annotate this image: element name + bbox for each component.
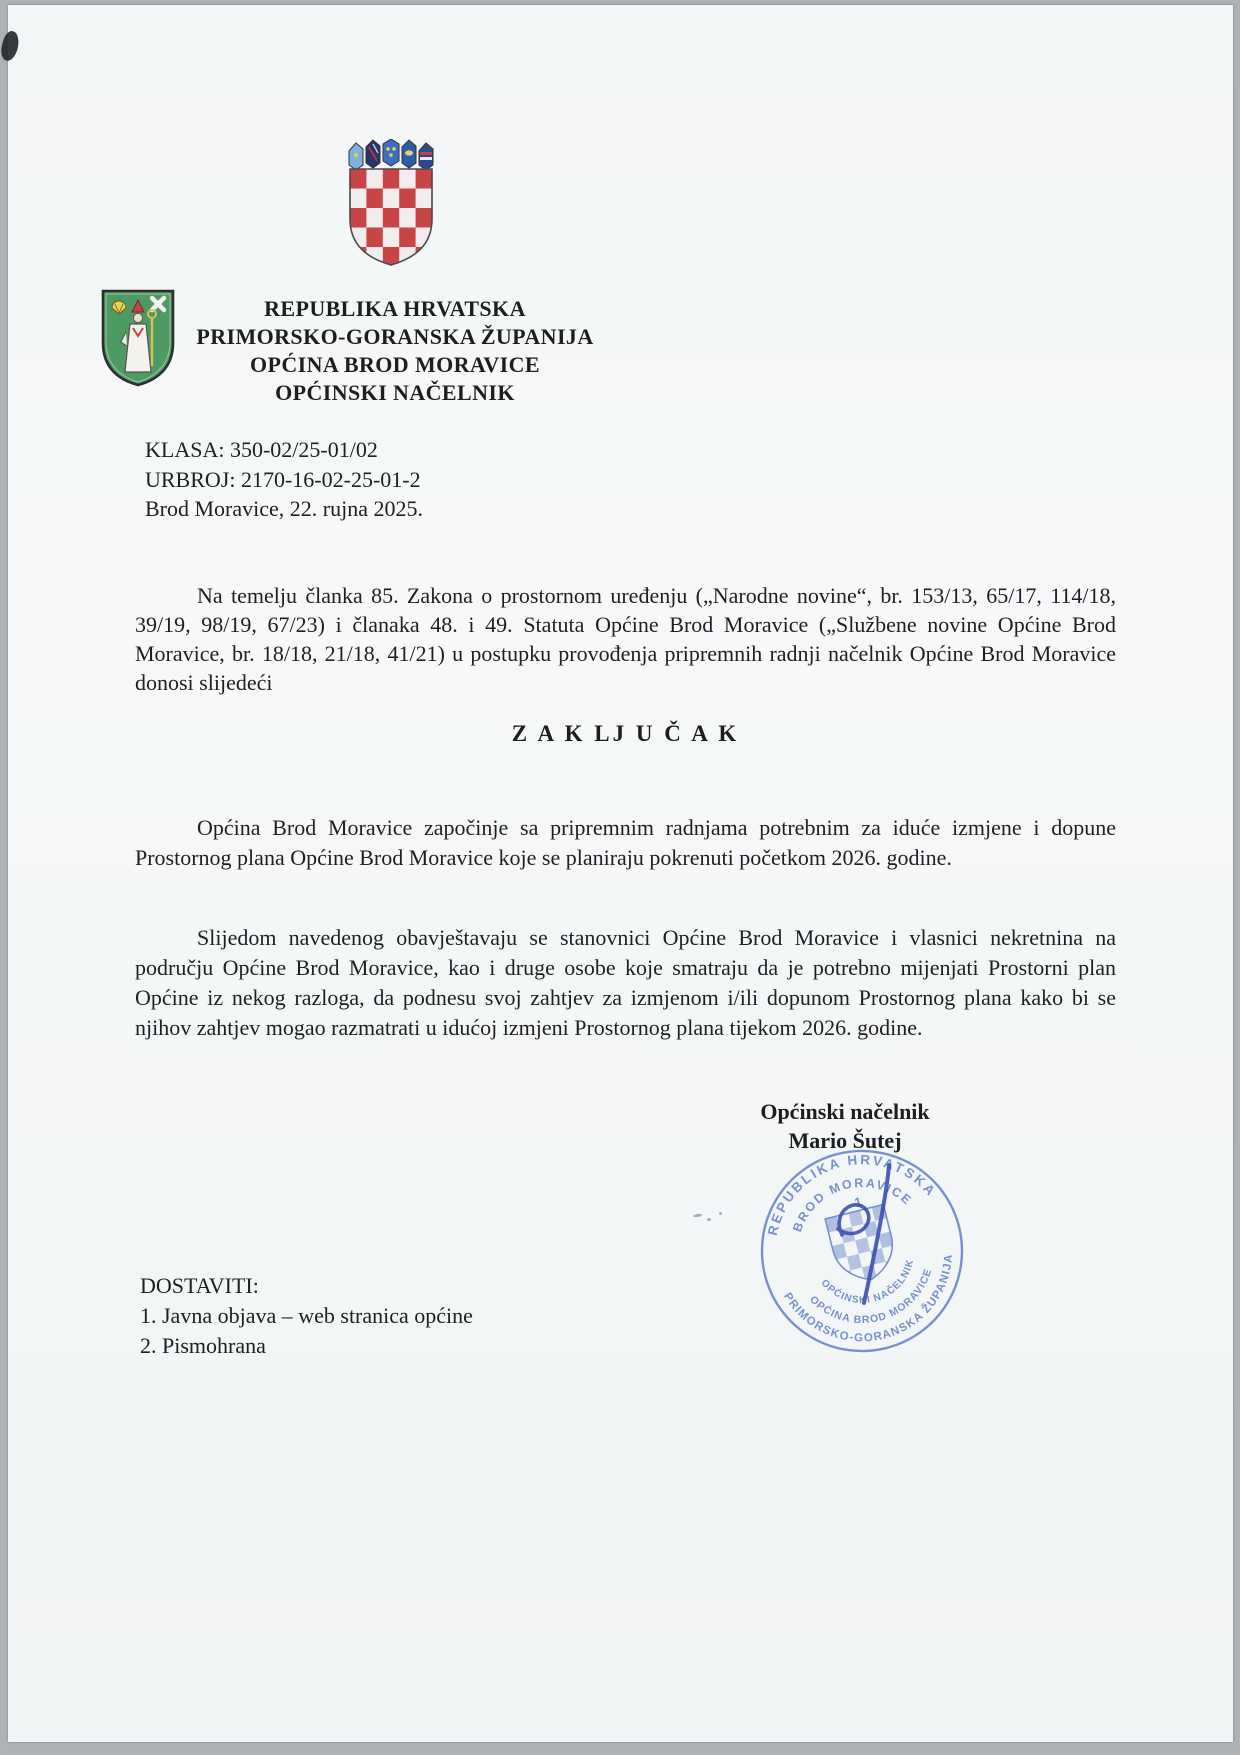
scan-artifact-specks [693, 1208, 729, 1224]
coat-crown [349, 139, 433, 170]
document-title: Z A K LJ U Č A K [511, 721, 740, 746]
letterhead-country: REPUBLIKA HRVATSKA [264, 296, 526, 321]
stamp-body [755, 1144, 969, 1358]
distribution-item: 2. Pismohrana [140, 1333, 266, 1358]
body-paragraph-2: Slijedom navedenog obavještavaju se stanovnici Općine Brod Moravice i vlasnici nekretnina na području Općine Brod Moravice, kao i druge osobe koje smatraju da je potrebno mijenjati Prostorni plan Općine iz nekog razloga, da podnesu svoj zahtjev za izmjenom i/ili dopunom Prostornog plana kako bi se njihov zahtjev mogao razmatrati u idućoj izmjeni Prostornog plana tijekom 2026. godine. [135, 925, 1116, 1040]
stamp-center-shield [825, 1204, 900, 1286]
place-date-line: Brod Moravice, 22. rujna 2025. [145, 496, 423, 521]
distribution-item: 1. Javna objava – web stranica općine [140, 1303, 473, 1328]
coat-checkerboard-shield [350, 169, 432, 267]
stamp-arc-bottom-middle-text: OPĆINA BROD MORAVICE [807, 1266, 935, 1327]
stamp-number: 1 [852, 1193, 864, 1211]
letterhead [175, 295, 615, 407]
stamp-arc-top-text: BROD MORAVICE [790, 1175, 916, 1234]
svg-text:REPUBLIKA HRVATSKA [755, 1144, 941, 1240]
letterhead-county: PRIMORSKO-GORANSKA ŽUPANIJA [196, 324, 594, 349]
distribution-heading: DOSTAVITI: [140, 1273, 259, 1298]
stamp-arc-bottom-inner-text: OPĆINSKI NAČELNIK [818, 1257, 917, 1307]
letterhead-office: OPĆINSKI NAČELNIK [275, 380, 515, 405]
body-paragraph-1: Općina Brod Moravice započinje sa pripremnim radnjama potrebnim za iduće izmjene i dopune Prostornog plana Općine Brod Moravice koje se planiraju pokrenuti početkom 2026. godine. [135, 815, 1116, 870]
distribution-block [140, 1271, 473, 1361]
letterhead-municipality: OPĆINA BROD MORAVICE [250, 352, 540, 377]
scanned-letter-page [8, 5, 1233, 1742]
stamp-ring-top-text: REPUBLIKA HRVATSKA [764, 1152, 940, 1237]
scan-artifact-corner [0, 30, 21, 63]
klasa-line: KLASA: 350-02/25-01/02 [145, 437, 378, 462]
official-stamp [755, 1144, 969, 1358]
reference-block [145, 435, 423, 524]
stamp-ring-bottom-text: PRIMORSKO-GORANSKA ŽUPANIJA [781, 1252, 956, 1345]
signatory-name: Mario Šutej [788, 1128, 902, 1153]
signatory-role: Općinski načelnik [760, 1099, 930, 1124]
urbroj-line: URBROJ: 2170-16-02-25-01-2 [145, 466, 421, 492]
intro-paragraph: Na temelju članka 85. Zakona o prostornom uređenju („Narodne novine“, br. 153/13, 65/17, 114/18, 39/19, 98/19, 67/23) i članaka 48. i 49. Statuta Općine Brod Moravice („Službene novine Općine Brod Moravice, br. 18/18, 21/18, 41/21) u postupku provođenja pripremnih radnji načelnik Općine Brod Moravice donosi slijedeći [135, 583, 1116, 695]
municipality-coat-of-arms-icon [100, 288, 176, 388]
croatia-coat-of-arms-icon [347, 139, 435, 267]
